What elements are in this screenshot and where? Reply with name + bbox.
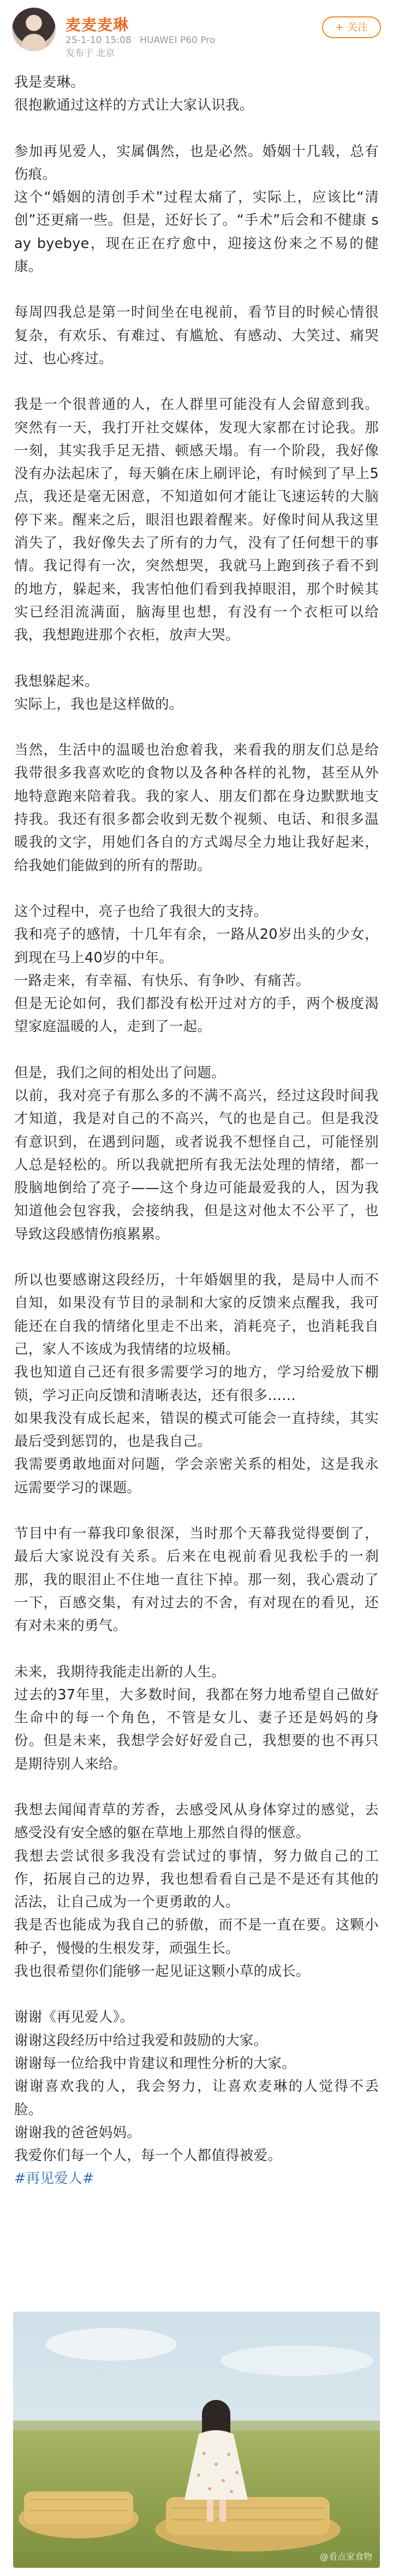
post-paragraph	[14, 1269, 379, 1499]
paragraph-line: 未来，我期待我能走出新的人生。	[14, 1663, 226, 1680]
post-paragraph	[14, 1799, 379, 1983]
post-paragraph	[14, 1061, 379, 1246]
post-paragraph	[14, 900, 379, 1039]
post-time: 25-1-10 15:08	[66, 35, 132, 46]
post-paragraph	[14, 301, 379, 370]
paragraph-line: 过去的37年里，大多数时间，我都在努力地希望自己做好生命中的每一个角色，不管是女儿、妻子还是妈妈的身份。但是未来，我想学会好好爱自己，我想要的也不再只是期待别人来给。	[14, 1686, 379, 1772]
paragraph-line: 所以也要感谢这段经历，十年婚姻里的我，是局中人而不自知，如果没有节目的录制和大家的反馈来点醒我，我可能还在自我的情绪化里走不出来，消耗亮子，也消耗我自己，家人不该成为我情绪的垃圾桶。	[14, 1272, 379, 1358]
paragraph-line: 我和亮子的感情，十几年有余，一路从20岁出头的少女，到现在马上40岁的中年。	[14, 926, 379, 966]
paragraph-line: 谢谢这段经历中给过我爱和鼓励的大家。	[14, 2032, 268, 2049]
post-paragraph	[14, 71, 379, 117]
paragraph-line: 我是一个很普通的人，在人群里可能没有人会留意到我。突然有一天，我打开社交媒体，发现大家都在讨论我。那一刻，其实我手足无措、顿感天塌。有一个阶段，我好像没有办法起床了，每天躺在床上刷评论，有时候到了早上5点，我还是毫无困意，不知道如何才能让飞速运转的大脑停下来。醒来之后，眼泪也跟着醒来。好像时间从我这里消失了，我好像失去了所有的力气，没有了任何想干的事情。我记得有一次，突然想哭，我就马上跑到孩子看不到的地方，躲起来，我害怕他们看到我掉眼泪，那个时候其实已经泪流满面，脑海里也想，有没有一个衣柜可以给我，我想跑进那个衣柜，放声大哭。	[14, 396, 379, 644]
paragraph-line: 谢谢每一位给我中肯建议和理性分析的大家。	[14, 2055, 296, 2072]
post-paragraph	[14, 670, 379, 716]
paragraph-line: 很抱歉通过这样的方式让大家认识我。	[14, 97, 254, 114]
avatar[interactable]	[12, 8, 56, 51]
paragraph-line: 我爱你们每一个人，每一个人都值得被爱。	[14, 2147, 282, 2164]
post-paragraph	[14, 393, 379, 647]
paragraph-line: 每周四我总是第一时间坐在电视前，看节目的时候心情很复杂，有欢乐、有难过、有尴尬、有感动、大笑过、痛哭过、也心疼过。	[14, 304, 379, 367]
hashtag-link[interactable]: #再见爱人#	[14, 2170, 94, 2187]
post-device: HUAWEI P60 Pro	[140, 35, 216, 46]
paragraph-line: 一路走来，有幸福、有快乐、有争吵、有痛苦。	[14, 972, 310, 989]
post-paragraph	[14, 2006, 379, 2190]
post-photo[interactable]	[13, 2312, 380, 2568]
paragraph-line: 我是否也能成为我自己的骄傲，而不是一直在要。这颗小种子，慢慢的生根发芽，顽强生长。	[14, 1917, 379, 1957]
post-body	[0, 64, 393, 2191]
paragraph-line: 参加再见爱人，实属偶然，也是必然。婚姻十几载，总有伤痕。	[14, 143, 379, 183]
paragraph-line: 但是，我们之间的相处出了问题。	[14, 1064, 226, 1081]
paragraph-line: 我想躲起来。	[14, 673, 99, 690]
paragraph-line: 当然，生活中的温暖也治愈着我，来看我的朋友们总是给我带很多我喜欢吃的食物以及各种各样的礼物，甚至从外地特意跑来陪着我。我的家人、朋友们都在身边默默地支持我。我还有很多都会收到无数个视频、电话、和很多温暖我的文字，用她们各自的方式竭尽全力地让我好起来，给我她们能做到的所有的帮助。	[14, 742, 379, 874]
post-paragraph	[14, 1522, 379, 1637]
post-paragraph	[14, 1661, 379, 1776]
paragraph-line: 这个“婚姻的清创手术”过程太痛了，实际上，应该比“清创”还更痛一些。但是，还好长了。“手术”后会和不健康 say byebye，现在正在疗愈中，迎接这份来之不易的健康。	[14, 189, 379, 275]
paragraph-line: 这个过程中，亮子也给了我很大的支持。	[14, 903, 268, 920]
paragraph-line: 我也知道自己还有很多需要学习的地方，学习给爱放下棚锁，学习正向反馈和清晰表达，还有很多……	[14, 1364, 379, 1404]
paragraph-line: 谢谢《再见爱人》。	[14, 2009, 134, 2026]
post-header	[0, 0, 393, 64]
author-name[interactable]: 麦麦麦琳	[66, 16, 129, 34]
paragraph-line: 如果我没有成长起来，错误的模式可能会一直持续，其实最后受到惩罚的，也是我自己。	[14, 1410, 379, 1450]
paragraph-line: 谢谢喜欢我的人，我会努力，让喜欢麦琳的人觉得不丢脸。	[14, 2078, 379, 2118]
paragraph-line: 节目中有一幕我印象很深，当时那个天幕我觉得要倒了，最后大家说没有关系。后来在电视前看见我松手的一刹那，我的眼泪止不住地一直往下掉。那一刻，我心震动了一下，百感交集，有对过去的不舍，有对现在的看见，还有对未来的勇气。	[14, 1525, 379, 1634]
post-paragraph	[14, 140, 379, 279]
paragraph-line: 我想去闻闻青草的芳香，去感受风从身体穿过的感觉，去感受没有安全感的躯在草地上那然自得的惬意。	[14, 1802, 379, 1842]
follow-button[interactable]: + 关注	[322, 16, 381, 38]
post-location: 发布于 北京	[66, 48, 115, 59]
paragraph-line: 我也很希望你们能够一起见证这颗小草的成长。	[14, 1963, 310, 1980]
paragraph-line: 我想去尝试很多我没有尝试过的事情，努力做自己的工作，拓展自己的边界，我也想看看自己是不是还有其他的活法，让自己成为一个更勇敢的人。	[14, 1848, 379, 1911]
post-paragraph	[14, 739, 379, 877]
paragraph-line: 实际上，我也是这样做的。	[14, 696, 183, 713]
paragraph-line: 以前，我对亮子有那么多的不满不高兴，经过这段时间我才知道，我是对自己的不高兴，气的也是自己。但是我没有意识到，在遇到问题，或者说我不想怪自己，可能怪别人总是轻松的。所以我就把所有我无法处理的情绪，都一股脑地倒给了亮子——这个身边可能最爱我的人，因为我知道他会包容我，会接纳我，但是这对他太不公平了，也导致这段感情伤痕累累。	[14, 1087, 379, 1242]
paragraph-line: 我需要勇敢地面对问题，学会亲密关系的相处，这是我永远需要学习的课题。	[14, 1456, 379, 1496]
post-meta	[66, 34, 221, 60]
paragraph-line: 谢谢我的爸爸妈妈。	[14, 2124, 141, 2141]
photo-scene	[13, 2312, 380, 2568]
photo-watermark: @看点家食物	[319, 2551, 372, 2562]
paragraph-line: 但是无论如何，我们都没有松开过对方的手，两个极度渴望家庭温暖的人，走到了一起。	[14, 996, 379, 1035]
paragraph-line: 我是麦琳。	[14, 74, 85, 91]
